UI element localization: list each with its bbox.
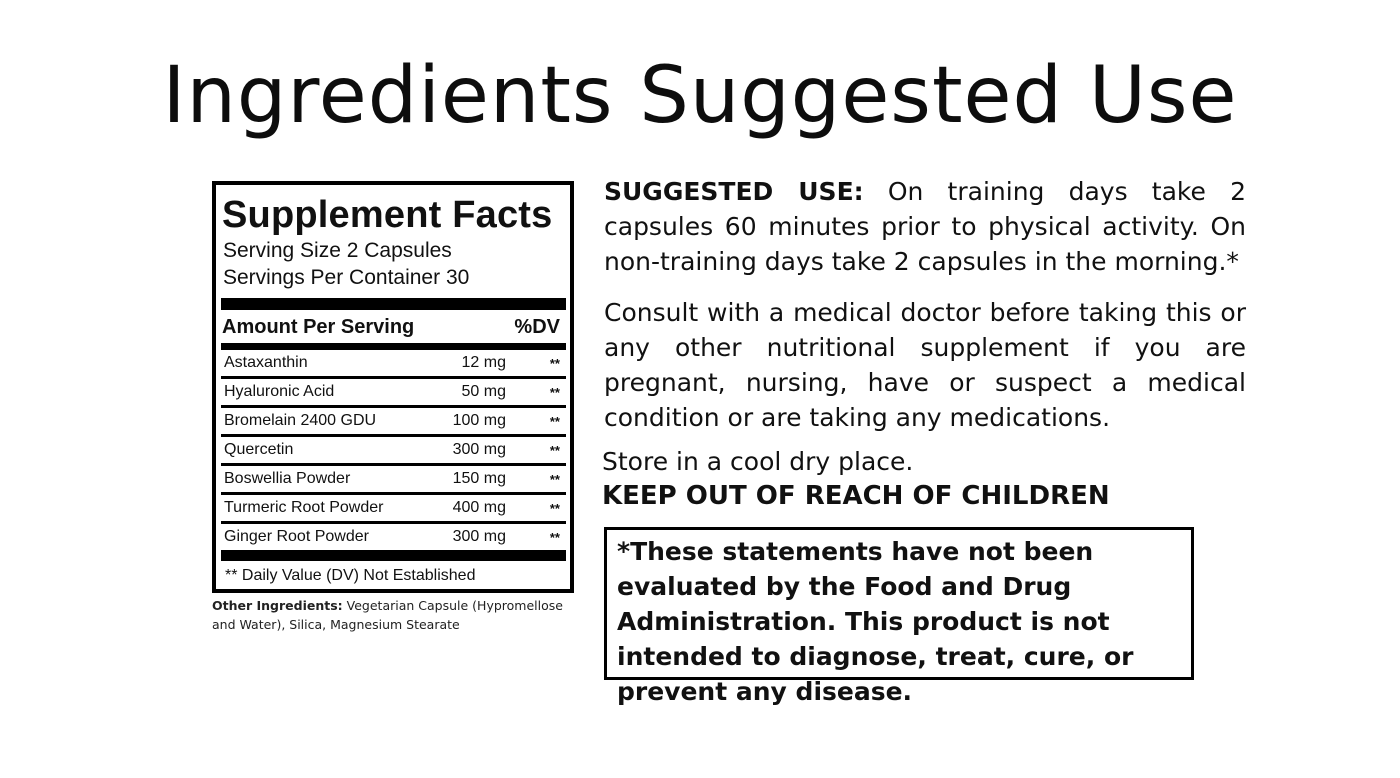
divider-thick — [221, 298, 566, 310]
page-title: Ingredients Suggested Use — [162, 51, 1238, 141]
amount-header-row — [222, 315, 560, 339]
fda-disclaimer-box: *These statements have not been evaluated by the Food and Drug Administration. This product is not intended to diagnose, treat, cure, or prevent any disease. — [604, 527, 1194, 680]
suggested-use-text: On training days take 2 capsules 60 minutes prior to physical activity. On non-training days take 2 capsules in the morning.* — [604, 177, 1246, 276]
serving-size: Serving Size 2 Capsules — [223, 239, 452, 262]
ingredient-dv: ** — [549, 500, 560, 516]
consult-paragraph: Consult with a medical doctor before taking this or any other nutritional supplement if you are pregnant, nursing, have or suspect a medical condition or are taking any medications. — [604, 298, 1246, 432]
ingredient-dv: ** — [549, 471, 560, 487]
suggested-use-column — [604, 174, 1246, 513]
ingredient-amount: 300 mg — [452, 441, 506, 458]
ingredient-name: Boswellia Powder — [224, 470, 351, 487]
servings-per-container: Servings Per Container 30 — [223, 266, 470, 289]
ingredient-amount: 150 mg — [452, 470, 506, 487]
ingredient-list — [219, 350, 570, 550]
ingredient-name: Quercetin — [224, 441, 294, 458]
ingredient-row — [221, 495, 566, 524]
ingredient-row — [221, 437, 566, 466]
ingredient-dv: ** — [549, 413, 560, 429]
amount-header: Amount Per Serving — [222, 316, 415, 338]
ingredient-dv: ** — [549, 442, 560, 458]
keep-out-warning: KEEP OUT OF REACH OF CHILDREN — [602, 481, 1110, 511]
dv-footnote: ** Daily Value (DV) Not Established — [225, 567, 476, 584]
ingredient-dv: ** — [549, 384, 560, 400]
other-ingredients-label: Other Ingredients: — [212, 598, 343, 613]
ingredient-amount: 12 mg — [461, 354, 506, 371]
ingredient-dv: ** — [549, 355, 560, 371]
divider-medium — [221, 343, 566, 350]
ingredient-amount: 50 mg — [461, 383, 506, 400]
ingredient-row — [221, 524, 566, 550]
facts-title: Supplement Facts — [222, 194, 553, 236]
supplement-facts-panel — [212, 181, 574, 593]
ingredient-dv: ** — [549, 529, 560, 545]
suggested-use-paragraph — [604, 174, 1246, 279]
ingredient-name: Hyaluronic Acid — [224, 383, 335, 400]
ingredient-row — [221, 466, 566, 495]
ingredient-name: Turmeric Root Powder — [224, 499, 384, 516]
other-ingredients — [212, 596, 572, 634]
divider-thick-bottom — [221, 550, 566, 561]
ingredient-name: Bromelain 2400 GDU — [224, 412, 377, 429]
suggested-use-label: SUGGESTED USE: — [604, 177, 864, 206]
ingredient-amount: 100 mg — [452, 412, 506, 429]
other-ingredients-text: Vegetarian Capsule (Hypromellose and Water), Silica, Magnesium Stearate — [212, 598, 563, 632]
ingredient-amount: 400 mg — [452, 499, 506, 516]
ingredient-row — [221, 379, 566, 408]
dv-header: %DV — [514, 316, 560, 338]
storage-note: Store in a cool dry place. — [602, 447, 914, 476]
ingredient-name: Astaxanthin — [224, 354, 308, 371]
ingredient-row — [221, 408, 566, 437]
ingredient-name: Ginger Root Powder — [224, 528, 369, 545]
ingredient-amount: 300 mg — [452, 528, 506, 545]
ingredient-row — [221, 350, 566, 379]
